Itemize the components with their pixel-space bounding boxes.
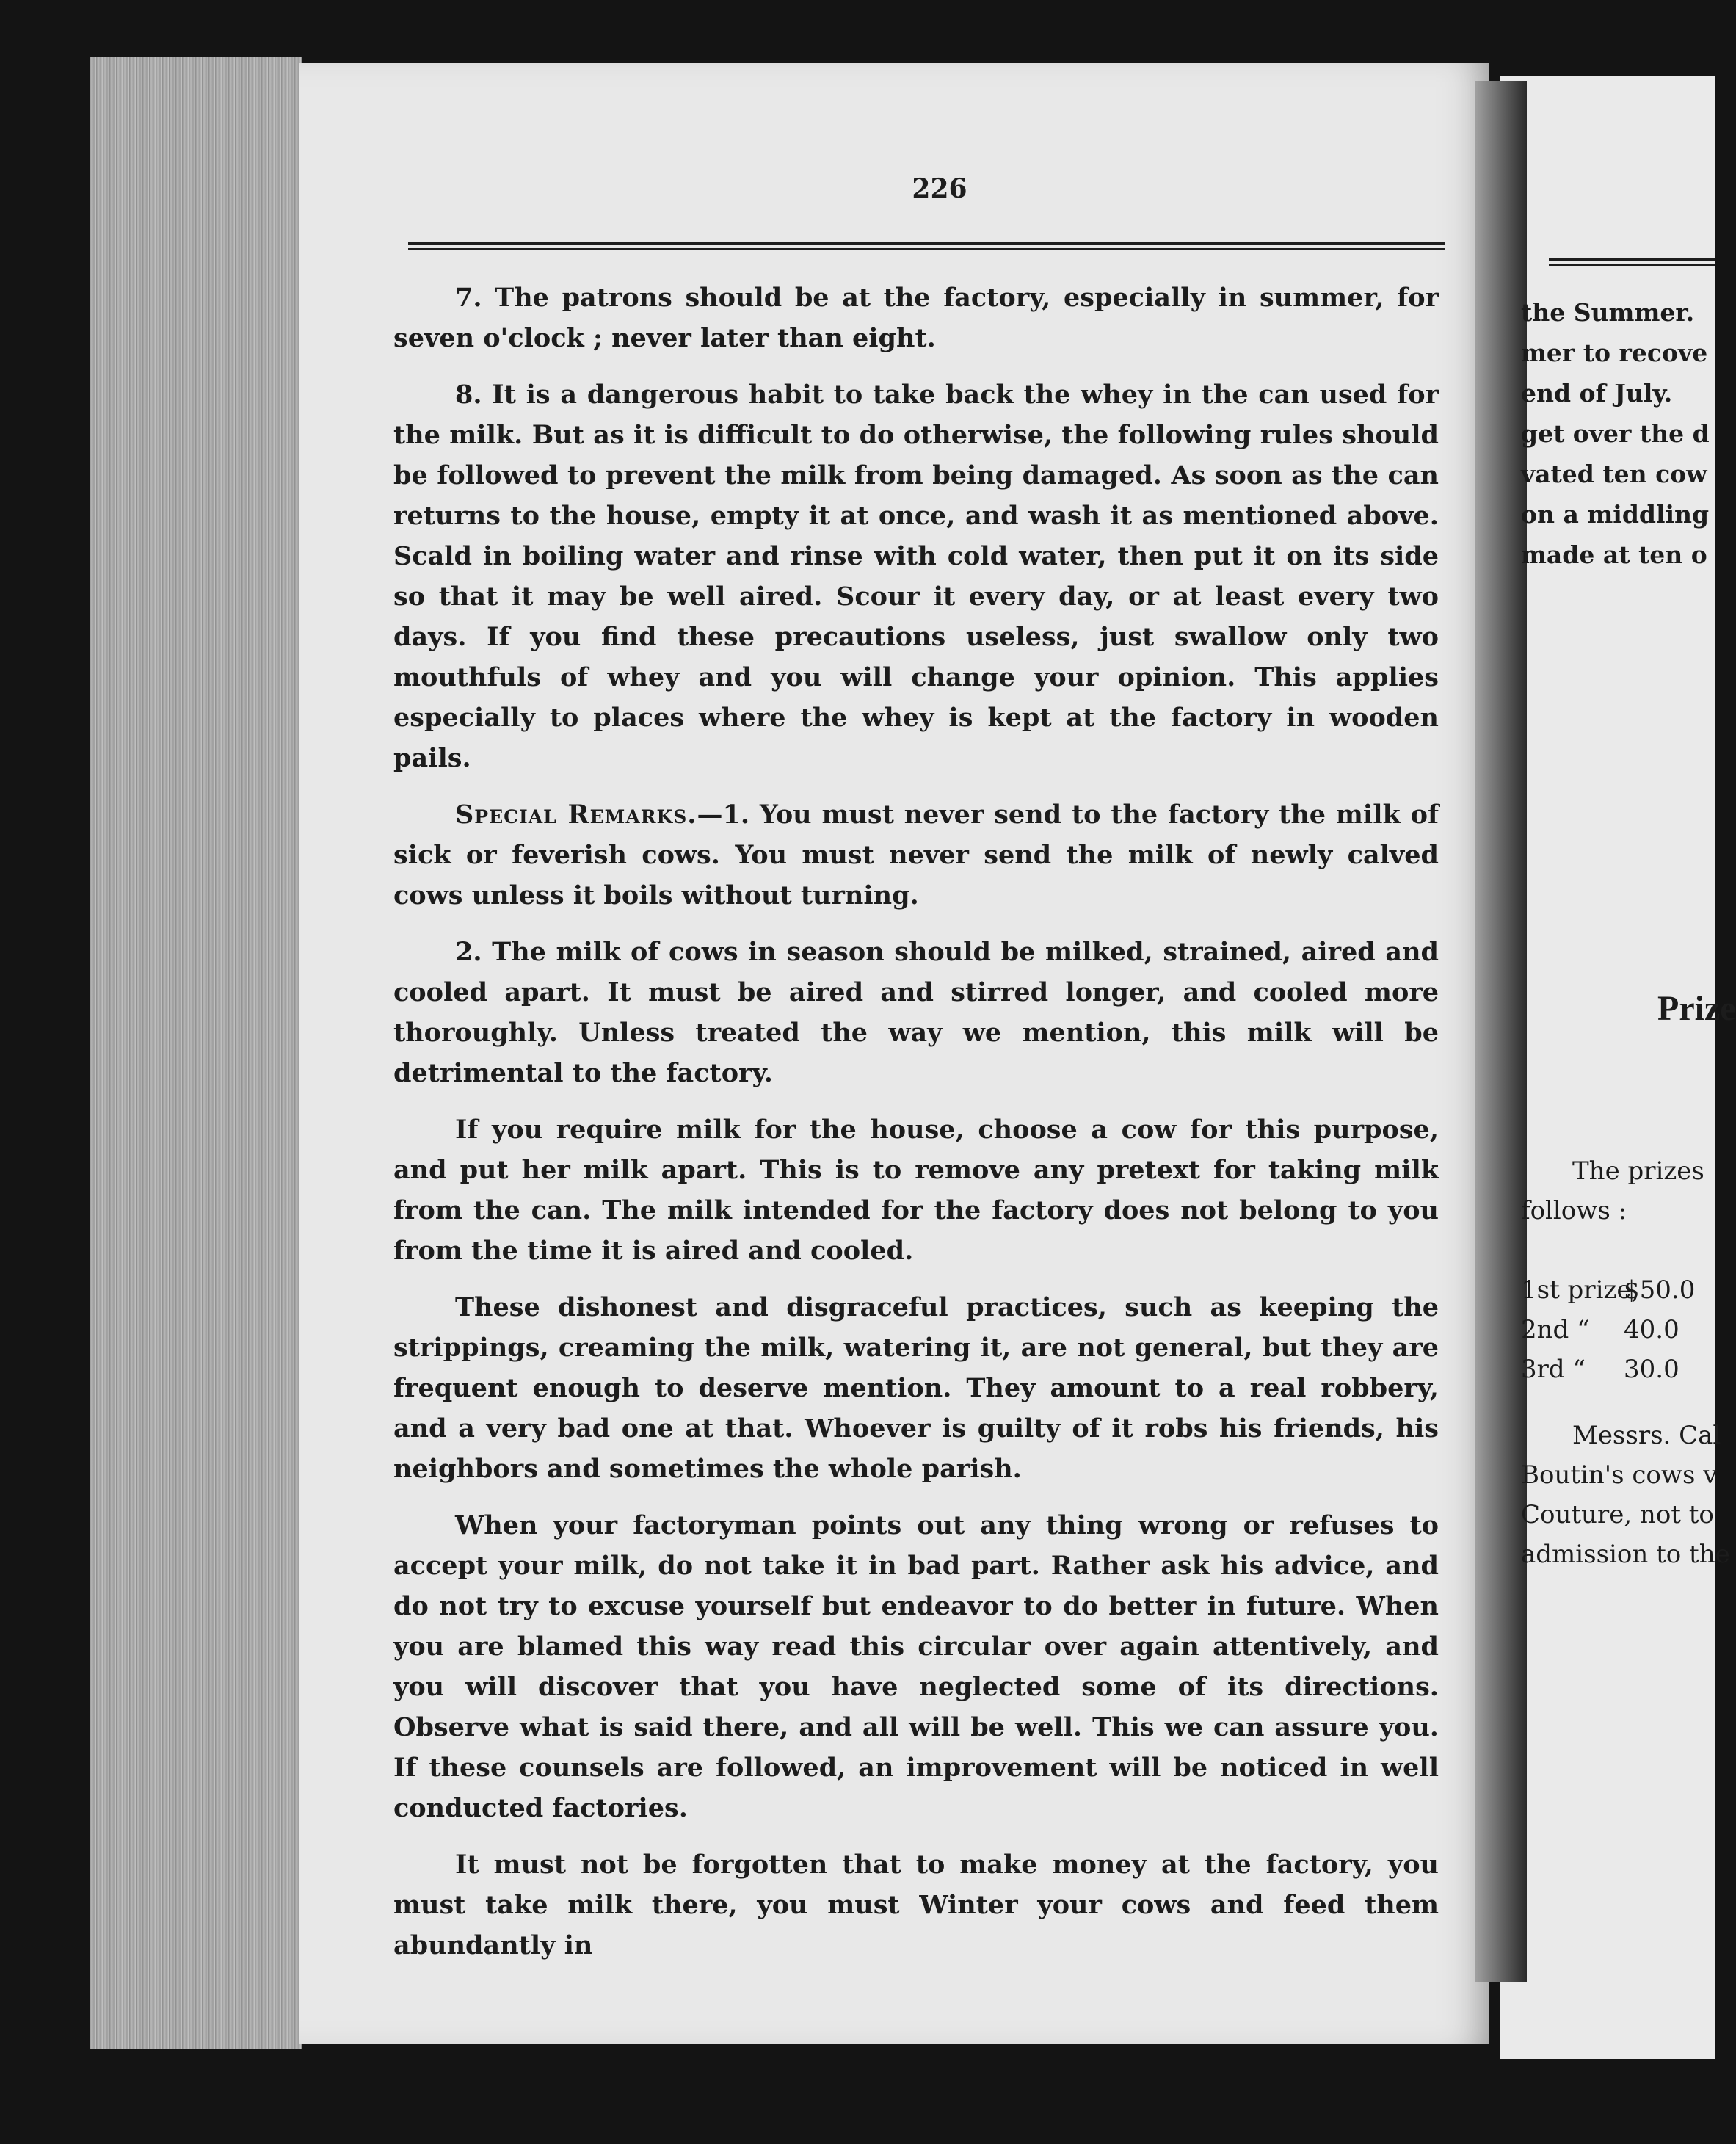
prize-place: 3rd “ [1521, 1355, 1586, 1384]
right-page-top-text [1521, 292, 1715, 575]
page-edges [90, 57, 302, 2049]
prize-row [1521, 1310, 1715, 1350]
prize-row [1521, 1350, 1715, 1389]
right-line: get over the d [1521, 419, 1710, 448]
left-page-body [393, 278, 1439, 1982]
paragraph-7: 7. The patrons should be at the factory, especially in summer, for seven o'clock ; never later than eight. [393, 283, 1439, 353]
dishonest-practices-paragraph: These dishonest and disgraceful practices, such as keeping the strippings, creaming the milk, watering it, are not general, but they are frequent enough to deserve mention. They amount to a real robbery, and a very bad one at that. Whoever is guilty of it robs his friends, his neighbors and sometimes the whole parish. [393, 1292, 1439, 1484]
remark-2-paragraph: 2. The milk of cows in season should be milked, strained, aired and cooled apart. It must be aired and stirred longer, and cooled more thoroughly. Unless treated the way we mention, this milk will be detrimental to the factory. [393, 937, 1439, 1088]
header-rule [408, 248, 1445, 250]
right-line: admission to the [1521, 1540, 1730, 1569]
house-milk-paragraph: If you require milk for the house, choose a cow for this purpose, and put her milk apart. This is to remove any pretext for taking milk from the can. The milk intended for the factory does not belong to you from the time it is aired and cooled. [393, 1115, 1439, 1266]
right-page-bottom-text [1521, 1416, 1730, 1574]
right-header-rule [1549, 264, 1715, 266]
right-line: Boutin's cows v [1521, 1460, 1718, 1490]
factoryman-paragraph: When your factoryman points out any thing wrong or refuses to accept your milk, do not take it in bad part. Rather ask his advice, and do not try to excuse yourself but endeavor to do better in future. When you are blamed this way read this circular over again attentively, and you will discover that you have neglected some of its directions. Observe what is said there, and all will be well. This we can assure you. If these counsels are followed, an improvement will be noticed in well conducted factories. [393, 1510, 1439, 1823]
right-header-rule [1549, 258, 1715, 261]
right-line: made at ten o [1521, 540, 1707, 569]
prize-place: 2nd “ [1521, 1315, 1590, 1344]
prize-place: 1st prize, [1521, 1275, 1640, 1305]
right-line: The prizes [1572, 1156, 1704, 1186]
right-line: the Summer. [1521, 298, 1695, 327]
right-line: follows : [1521, 1196, 1627, 1225]
header-rule [408, 242, 1445, 245]
right-line: mer to recove [1521, 338, 1708, 367]
right-line: Messrs. Cal [1572, 1421, 1721, 1450]
prize-amount: 30.0 [1624, 1355, 1679, 1384]
right-line: vated ten cow [1521, 460, 1707, 488]
paragraph-8: 8. It is a dangerous habit to take back the whey in the can used for the milk. But as it is difficult to do otherwise, the following rules should be followed to prevent the milk from being damaged. As soon as the can returns to the house, empty it at once, and wash it as mentioned above. Scald in boiling water and rinse with cold water, then put it on its side so that it may be well aired. Scour it every day, or at least every two days. If you find these precautions useless, just swallow only two mouthfuls of whey and you will change your opinion. This applies especially to places where the whey is kept at the factory in wooden pails. [393, 380, 1439, 773]
prize-amount: 40.0 [1624, 1315, 1679, 1344]
prize-table [1521, 1270, 1715, 1389]
prize-row [1521, 1270, 1715, 1310]
right-line: Couture, not to [1521, 1500, 1714, 1529]
special-remarks-text: —1. You must never send to the factory the milk of sick or feverish cows. You must never send the milk of newly calved cows unless it boils without turning. [393, 800, 1439, 910]
prize-amount: $50.0 [1624, 1275, 1696, 1305]
prizes-intro [1521, 1151, 1715, 1231]
special-remarks-heading: Special Remarks. [455, 800, 697, 830]
page-number: 226 [912, 173, 967, 204]
right-line: end of July. [1521, 379, 1673, 408]
right-line: on a middling [1521, 500, 1710, 529]
special-remarks-paragraph [393, 794, 1439, 916]
right-page-heading: Prize [1657, 989, 1736, 1028]
closing-paragraph: It must not be forgotten that to make money at the factory, you must take milk there, you must Winter your cows and feed them abundantly in [393, 1850, 1439, 1960]
book-gutter [1475, 81, 1527, 1982]
